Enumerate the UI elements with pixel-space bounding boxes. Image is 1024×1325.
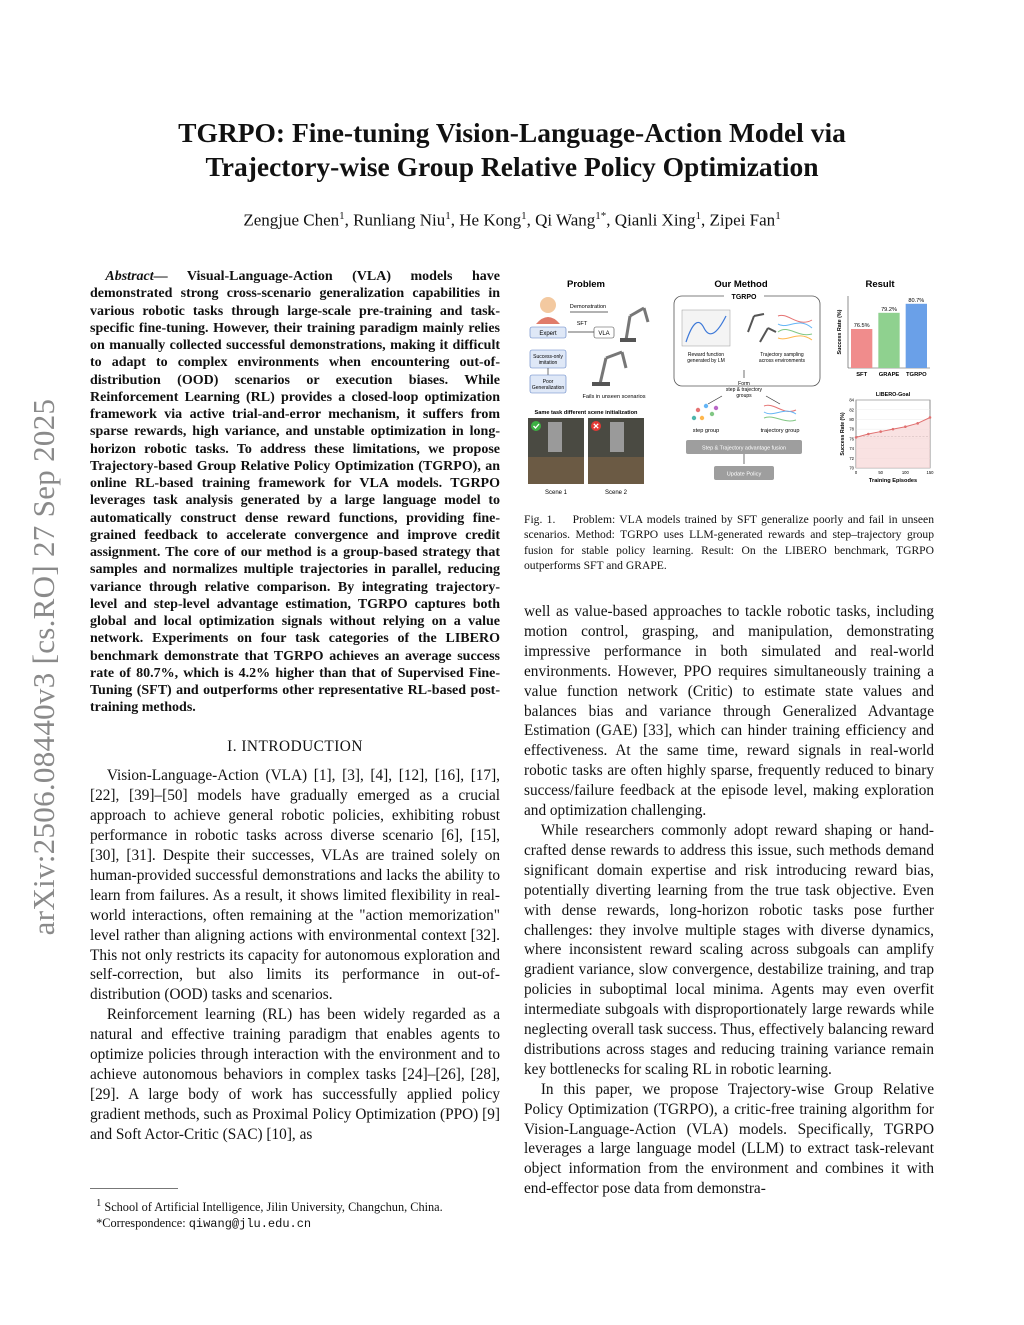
same-task-label: Same task different scene initialization <box>534 410 638 416</box>
scene-1-label: Scene 1 <box>544 490 568 496</box>
body-paragraph: While researchers commonly adopt reward shaping or hand-crafted dense rewards to address this issue, such methods demand significant domain expertise and risk introducing reward bias, potentially diverting learning from the true task objective. Even with dense rewards, long-horizon robotic tasks pose further challenges: they involve multiple stages with diverse dynamics, where inconsistent reward scaling across subgoals can amplify gradient variance, slow convergence, destabilize training, and trap policies in suboptimal local minima. Agents may even overfit intermediate subgoals with disproportionately large rewards while neglecting overall task success. Thus, effectively balancing reward distributions across stages and reducing training variance remain key bottlenecks for scaling RL in robotic learning. <box>524 821 934 1078</box>
footnote-mark: 1 <box>96 1198 102 1209</box>
bar-value-label: 79.2% <box>881 306 897 313</box>
author-affiliation-mark: 1* <box>595 210 607 222</box>
bar-grape <box>878 313 899 368</box>
trajectory-group-icon <box>764 405 796 421</box>
line-y-tick-label: 80 <box>849 417 854 423</box>
line-y-tick-label: 78 <box>849 426 854 432</box>
expert-icon <box>540 297 556 313</box>
arxiv-identifier: arXiv:2506.08440v3 [cs.RO] 27 Sep 2025 <box>26 398 61 936</box>
author-name: Qianli Xing <box>614 210 696 230</box>
caption-text: Problem: VLA models trained by SFT generalize poorly and fail in unseen scenarios. Method: TGRPO uses LLM-generated rewards and step–trajectory group fusion for stable policy learning. Result: On the LIBERO benchmark, TGRPO outperforms SFT and GRAPE. <box>524 513 934 572</box>
body-paragraph: In this paper, we propose Trajectory-wise Group Relative Policy Optimization (TGRPO), a critic-free training algorithm for Vision-Language-Action (VLA) models. Specifically, TGRPO leverages a large language model (LLM) to extract task-relevant object information from the environment and combines it with end-effector pose data from demonstra- <box>524 1080 934 1198</box>
bar-chart <box>837 296 930 378</box>
line-y-tick-label: 76 <box>849 436 854 442</box>
author-affiliation-mark: 1 <box>339 210 345 222</box>
footnote-rule <box>90 1188 178 1189</box>
abstract-text: Visual-Language-Action (VLA) models have demonstrated strong cross-scenario generalization capabilities in various robotic tasks through large-scale pre-training and task-specific fine-tuning. However, their training paradigm mainly relies on manually collected successful demonstrations, making it difficult to adapt to complex environments when encountering out-of-distribution (OOD) scenarios or execution biases. While Reinforcement Learning (RL) provides a closed-loop optimization framework via active trial-and-error mechanism, it suffers from sparse rewards, high variance, and unstable optimization in long-horizon robotic tasks. To address these limitations, we propose Trajectory-based Group Relative Policy Optimization (TGRPO), an online RL-based training framework for VLA models. TGRPO leverages task analysis generated by a large language model to automatically construct dense reward functions, providing fine-grained feedback to accelerate convergence and improve credit assignment. The core of our method is a group-based strategy that samples and normalizes multiple trajectories in parallel, reducing variance through relative comparison. By integrating trajectory-level and step-level advantage estimation, TGRPO captures both global and local optimization signals without relying on a value network. Experiments on four task categories of the LIBERO benchmark demonstrate that TGRPO achieves an average success rate of 80.7%, which is 4.2% higher than that of Supervised Fine-Tuning (SFT) and outperforms other representative RL-based post-training methods. <box>90 269 500 716</box>
title-line-2: Trajectory-wise Group Relative Policy Optimization <box>205 151 819 182</box>
check-icon <box>531 421 541 431</box>
author-name: Runliang Niu <box>353 210 446 230</box>
sft-arrow-label: SFT <box>576 321 588 327</box>
author-name: Qi Wang <box>535 210 596 230</box>
correspondence-email: qiwang@jlu.edu.cn <box>188 1217 312 1232</box>
author-affiliation-mark: 1 <box>695 210 702 222</box>
bar-y-axis-label: Success Rate (%) <box>837 309 843 355</box>
line-y-axis-label: Success Rate (%) <box>840 412 846 456</box>
step-group-icon <box>692 404 718 420</box>
line-y-tick-label: 84 <box>849 397 854 403</box>
title-line-1: TGRPO: Fine-tuning Vision-Language-Action Model via <box>178 117 846 148</box>
bar-sft <box>851 329 872 368</box>
line-x-tick-label: 0 <box>854 470 858 475</box>
paper-title <box>100 116 924 184</box>
section-heading: I. INTRODUCTION <box>227 737 363 755</box>
reward-chart-icon <box>682 310 730 346</box>
body-paragraph: well as value-based approaches to tackle robotic tasks, including motion control, grasping, and manipulation, demonstrating impressive performance in both simulated and real-world environments. However, PPO requires simultaneously training a value function network (Critic) to estimate state values and balances bias and variance through Generalized Advantage Estimation (GAE) [33], which can hinder training efficiency and effectiveness. At the same time, reward signals in real-world robotic tasks are often highly sparse, frequently reduced to binary success/failure feedback at the episode level, making exploration and optimization challenging. <box>524 603 934 820</box>
author-affiliation-mark: 1 <box>775 210 781 222</box>
right-column <box>524 602 934 1199</box>
bar-value-label: 80.7% <box>908 297 925 304</box>
robot-arm-icon <box>626 308 648 340</box>
form-groups-label: Form step & trajectory groups <box>725 381 763 399</box>
vla-label: VLA <box>598 331 610 337</box>
advantage-fusion-label: Step & Trajectory advantage fusion <box>702 445 786 452</box>
line-y-tick-label: 82 <box>849 407 854 413</box>
expert-body-icon <box>536 317 560 324</box>
bar-tgrpo <box>906 304 927 368</box>
figure-caption <box>524 512 934 573</box>
problem-panel <box>528 297 648 496</box>
line-chart <box>840 392 934 484</box>
footnote-affiliation: School of Artificial Intelligence, Jilin University, Changchun, China. <box>104 1200 443 1215</box>
trajectory-sampling-label: Trajectory sampling across environments <box>758 352 806 364</box>
line-y-tick-label: 74 <box>849 446 854 452</box>
panel-problem-title: Problem <box>566 279 606 290</box>
update-policy-label: Update Policy <box>726 471 762 478</box>
line-point <box>929 416 932 419</box>
author-affiliation-mark: 1 <box>521 210 527 222</box>
tgrpo-box-label: TGRPO <box>731 294 757 301</box>
line-x-tick-label: 100 <box>901 470 909 475</box>
author-affiliation-mark: 1 <box>445 210 451 222</box>
line-point <box>916 422 919 425</box>
line-point <box>892 428 895 431</box>
figure-1 <box>526 272 934 500</box>
line-point <box>867 433 870 436</box>
line-y-tick-label: 70 <box>849 465 854 471</box>
success-only-label: Success-only imitation <box>533 354 563 366</box>
abstract: Abstract— Visual-Language-Action (VLA) models have demonstrated strong cross-scenario generalization capabilities in various robotic tasks through large-scale pre-training and task-specific fine-tuning. However, their training paradigm mainly relies on manually collected successful demonstrations, making it difficult to adapt to complex environments when encountering out-of-distribution (OOD) scenarios or execution biases. While Reinforcement Learning (RL) provides a closed-loop optimization framework via active trial-and-error mechanism, it suffers from sparse rewards, high variance, and unstable optimization in long-horizon robotic tasks. To address these limitations, we propose Trajectory-based Group Relative Policy Optimization (TGRPO), an online RL-based training framework for VLA models. TGRPO leverages task analysis generated by a large language model to automatically construct dense reward functions, providing fine-grained feedback to accelerate convergence and improve credit assignment. The core of our method is a group-based strategy that samples and normalizes multiple trajectories in parallel, reducing variance through relative comparison. By integrating trajectory-level and step-level advantage estimation, TGRPO captures both global and local optimization signals without relying on a value network. Experiments on four task categories of the LIBERO benchmark demonstrate that TGRPO achieves an average success rate of 80.7%, which is 4.2% higher than that of Supervised Fine-Tuning (SFT) and outperforms other representative RL-based post-training methods. <box>90 269 500 716</box>
result-panel <box>837 296 934 484</box>
fails-unseen-label: Fails in unseen scenarios <box>582 394 646 400</box>
intro-paragraph: Vision-Language-Action (VLA) [1], [3], [4], [12], [16], [17], [22], [39]–[50] models have gradually emerged as a crucial approach to achieve general robotic policies, exhibiting robust performance in robotic tasks across diverse scenario [6], [15], [30], [31]. Despite their successes, VLAs are trained solely on human-provided successful demonstrations and lacks the ability to learn from failures. As a result, it shows limited flexibility in real-world interactions, often remaining at the "action memorization" level rather than aligning actions with environmental context [32]. This not only restricts its capacity for autonomous exploration and self-correction, but also limits its performance in out-of-distribution (OOD) tasks and scenarios. <box>90 767 500 1004</box>
trajectory-group-label: trajectory group <box>760 428 800 434</box>
intro-paragraph: Reinforcement learning (RL) has been widely regarded as a natural and effective training paradigm that enables agents to optimize policies through interaction with the environment and to achieve autonomous behaviors in complex tasks [24]–[26], [28], [29]. A large body of work has successfully applied policy gradient methods, such as Proximal Policy Optimization (PPO) [9] and Soft Actor-Critic (SAC) [10], as <box>90 1006 500 1143</box>
author-name: He Kong <box>459 210 522 230</box>
panel-method-title: Our Method <box>714 279 768 290</box>
line-y-tick-label: 72 <box>849 455 854 461</box>
panel-result-title: Result <box>865 279 895 290</box>
line-chart-title: LIBERO-Goal <box>875 392 911 398</box>
footnote-correspondence: *Correspondence: <box>96 1216 186 1231</box>
line-point <box>879 430 882 433</box>
caption-label: Fig. 1. <box>524 513 556 526</box>
line-point <box>855 436 858 439</box>
reward-function-label: Reward function generated by LM <box>687 352 725 364</box>
author-list: Zengjue Chen$^1$, Runliang Niu$^1$, He Kong$^1$, Qi Wang$^{1*}$, Qianli Xing$^1$, Zipei Fan$^1$ <box>243 210 781 230</box>
footnote <box>90 1196 500 1232</box>
bar-category-label: GRAPE <box>878 372 900 378</box>
poor-generalization-label: Poor Generalization <box>531 379 565 391</box>
left-column <box>90 268 500 1145</box>
demonstration-label: Demonstration <box>569 304 607 310</box>
author-name: Zengjue Chen <box>243 210 340 230</box>
method-panel <box>674 291 820 480</box>
abstract-label: Abstract <box>105 269 154 284</box>
line-x-tick-label: 50 <box>878 470 884 475</box>
figure-graphic <box>526 272 934 500</box>
line-x-axis-label: Training Episodes <box>868 478 918 484</box>
line-point <box>904 425 907 428</box>
step-group-label: step group <box>692 428 720 434</box>
author-name: Zipei Fan <box>709 210 776 230</box>
scene-2-label: Scene 2 <box>604 490 628 496</box>
robot-arm-icon <box>600 352 626 384</box>
bar-value-label: 76.5% <box>853 323 870 329</box>
bar-category-label: TGRPO <box>906 372 927 378</box>
expert-label: Expert <box>539 331 557 337</box>
line-x-tick-label: 150 <box>926 470 934 475</box>
bar-category-label: SFT <box>856 372 868 378</box>
